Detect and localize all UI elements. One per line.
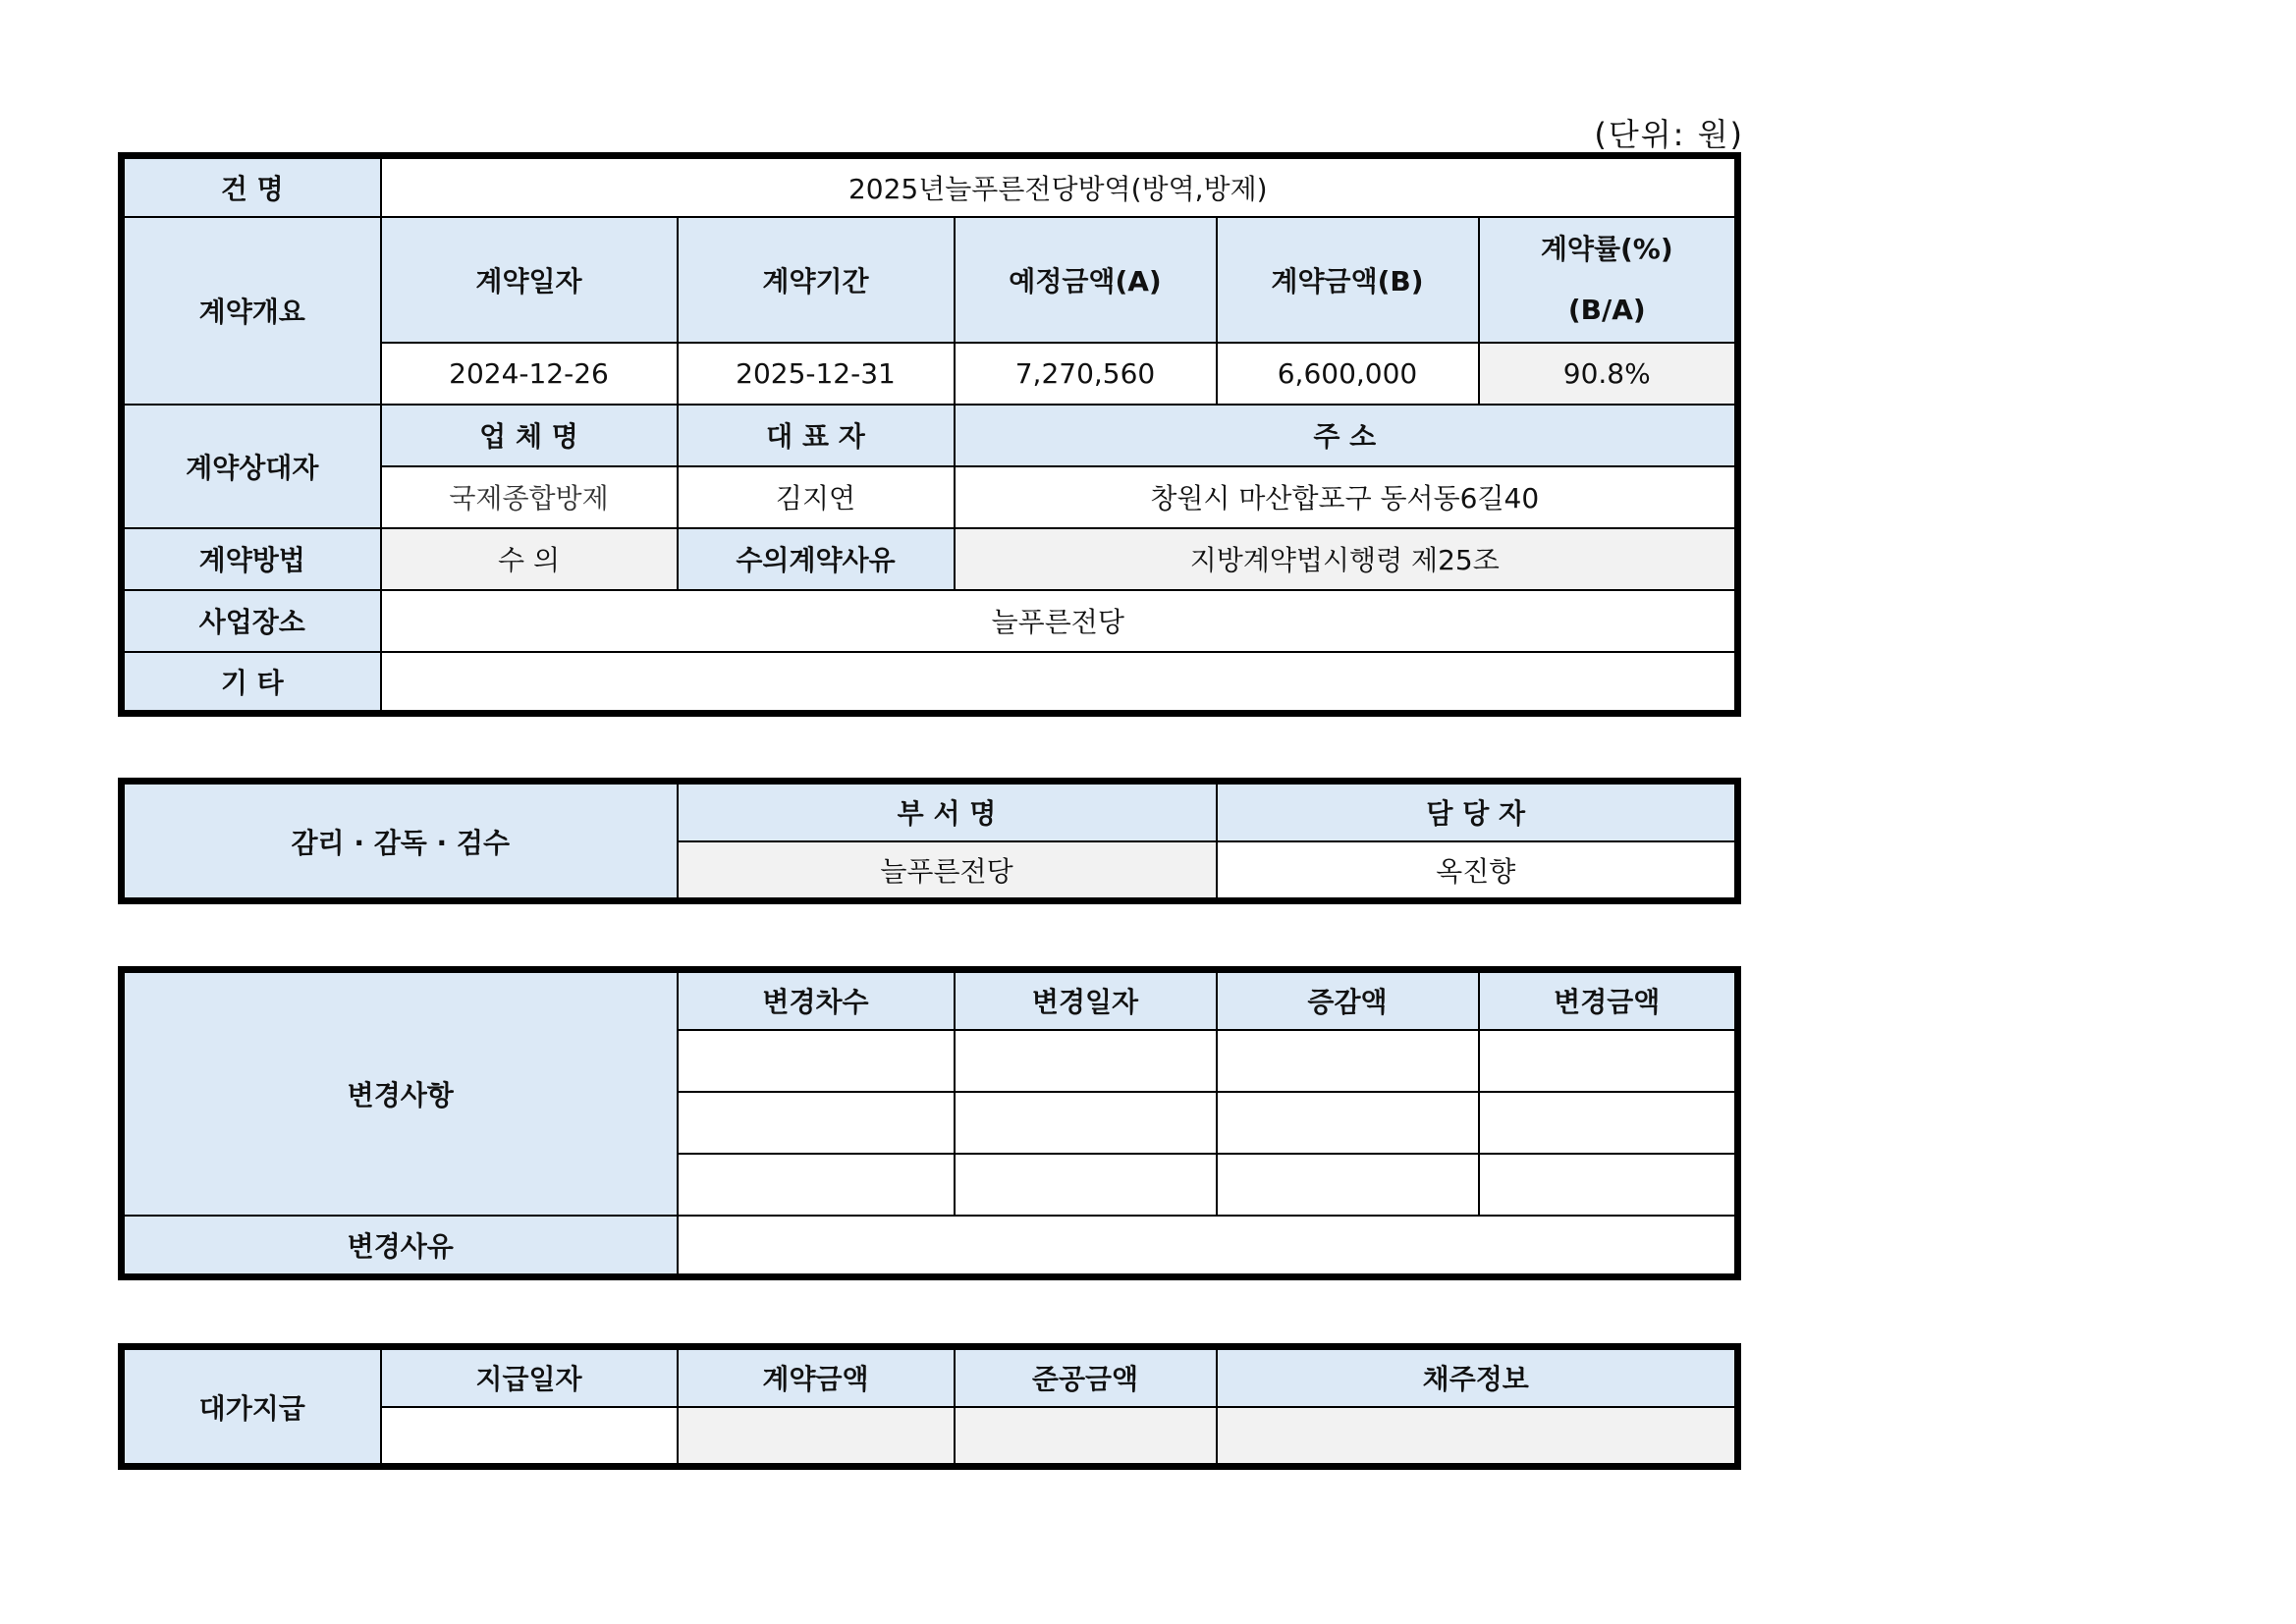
table-cell [678, 1092, 955, 1154]
header-rate-line2: (B/A) [1567, 293, 1646, 326]
company-value: 국제종합방제 [381, 466, 678, 528]
contract-date-value: 2024-12-26 [381, 343, 678, 405]
payment-table [118, 1343, 1741, 1470]
header-contract-amount: 계약금액(B) [1217, 217, 1479, 343]
changes-label: 변경사항 [122, 970, 678, 1216]
table-cell [1217, 1030, 1479, 1092]
method-value: 수 의 [381, 528, 678, 590]
header-department: 부 서 명 [678, 782, 1217, 841]
supervision-table [118, 778, 1741, 904]
representative-value: 김지연 [678, 466, 955, 528]
contract-period-value: 2025-12-31 [678, 343, 955, 405]
header-address: 주 소 [955, 405, 1738, 466]
change-reason-label: 변경사유 [122, 1216, 678, 1277]
unit-label: (단위: 원) [1594, 116, 1744, 153]
table-cell [1479, 1030, 1738, 1092]
person-in-charge-value: 옥진향 [1217, 841, 1738, 901]
reason-value: 지방계약법시행령 제25조 [955, 528, 1738, 590]
table-cell [1217, 1092, 1479, 1154]
address-value: 창원시 마산합포구 동서동6길40 [955, 466, 1738, 528]
header-contract-date: 계약일자 [381, 217, 678, 343]
party-label: 계약상대자 [122, 405, 381, 528]
header-contract-period: 계약기간 [678, 217, 955, 343]
header-change-increase: 증감액 [1217, 970, 1479, 1030]
department-value: 늘푸른전당 [678, 841, 1217, 901]
table-cell [678, 1154, 955, 1216]
contract-rate-value: 90.8% [1479, 343, 1738, 405]
etc-value [381, 652, 1738, 714]
place-label: 사업장소 [122, 590, 381, 652]
payment-label: 대가지급 [122, 1347, 381, 1467]
etc-label: 기 타 [122, 652, 381, 714]
supervision-label: 감리 · 감독 · 검수 [122, 782, 678, 901]
header-representative: 대 표 자 [678, 405, 955, 466]
contract-table [118, 152, 1741, 717]
creditor-info-value [1217, 1407, 1738, 1467]
method-label: 계약방법 [122, 528, 381, 590]
estimated-amount-value: 7,270,560 [955, 343, 1217, 405]
table-cell [955, 1030, 1217, 1092]
header-change-date: 변경일자 [955, 970, 1217, 1030]
header-payment-contract-amount: 계약금액 [678, 1347, 955, 1407]
table-cell [955, 1092, 1217, 1154]
header-completion-amount: 준공금액 [955, 1347, 1217, 1407]
table-cell [955, 1154, 1217, 1216]
header-company: 업 체 명 [381, 405, 678, 466]
change-reason-value [678, 1216, 1738, 1277]
table-cell [1217, 1154, 1479, 1216]
contract-amount-value: 6,600,000 [1217, 343, 1479, 405]
header-rate-line1: 계약률(%) [1540, 232, 1673, 265]
completion-amount-value [955, 1407, 1217, 1467]
header-estimated-amount: 예정금액(A) [955, 217, 1217, 343]
payment-date-value [381, 1407, 678, 1467]
place-value: 늘푸른전당 [381, 590, 1738, 652]
table-cell [678, 1030, 955, 1092]
table-cell [1479, 1154, 1738, 1216]
contract-name-value: 2025년늘푸른전당방역(방역,방제) [381, 156, 1738, 217]
header-change-amount: 변경금액 [1479, 970, 1738, 1030]
header-change-number: 변경차수 [678, 970, 955, 1030]
overview-label: 계약개요 [122, 217, 381, 405]
header-contract-rate [1479, 217, 1738, 343]
table-cell [1479, 1092, 1738, 1154]
header-person-in-charge: 담 당 자 [1217, 782, 1738, 841]
changes-table [118, 966, 1741, 1280]
payment-contract-amount-value [678, 1407, 955, 1467]
contract-name-label: 건 명 [122, 156, 381, 217]
reason-label: 수의계약사유 [678, 528, 955, 590]
header-payment-date: 지급일자 [381, 1347, 678, 1407]
header-creditor-info: 채주정보 [1217, 1347, 1738, 1407]
